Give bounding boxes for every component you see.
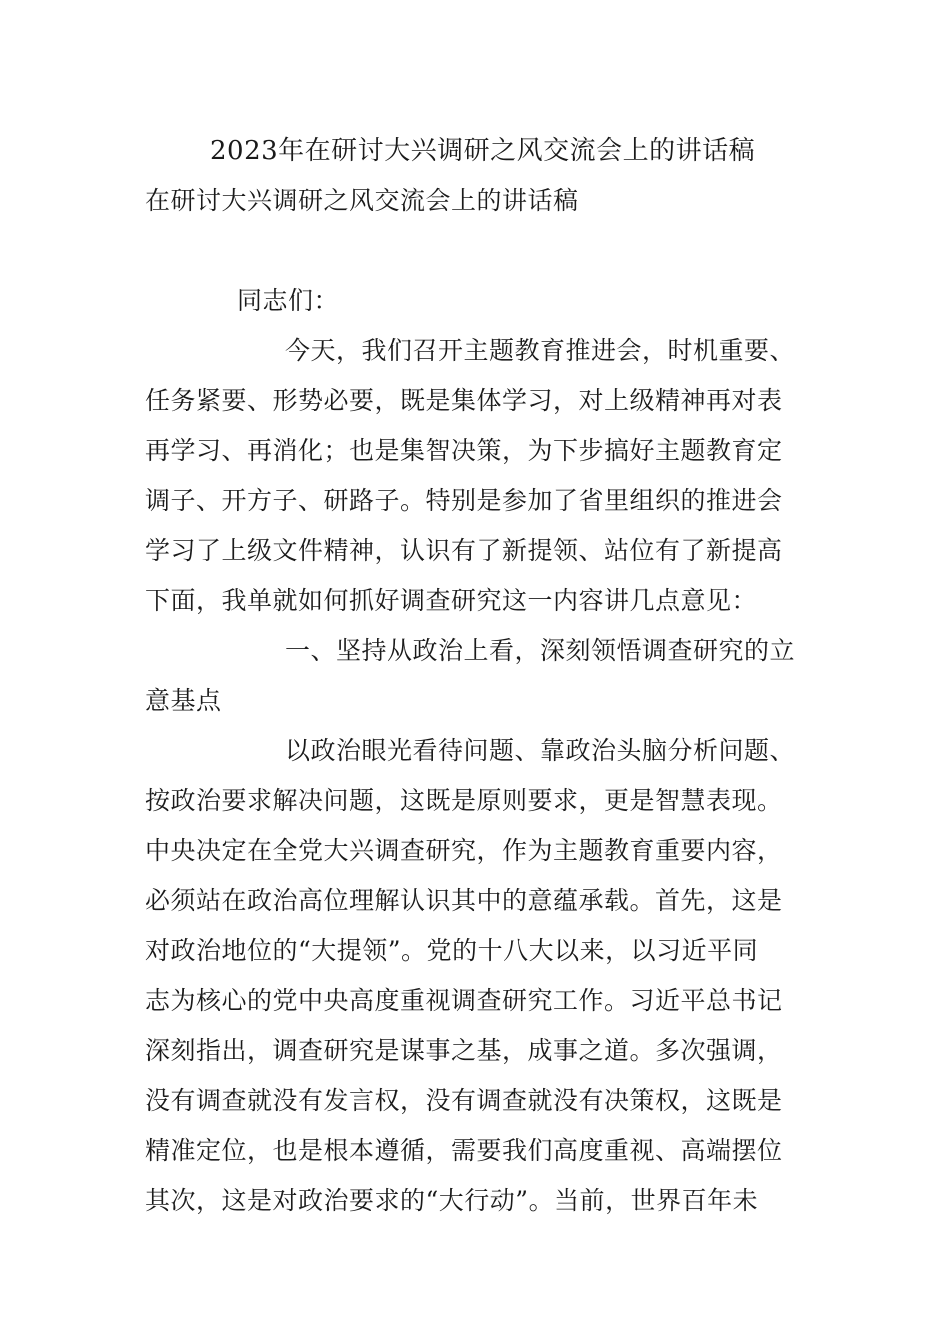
paragraph-line: 中央决定在全党大兴调查研究，作为主题教育重要内容， bbox=[145, 836, 783, 865]
paragraph-line: 再学习、再消化；也是集智决策，为下步搞好主题教育定 bbox=[145, 436, 783, 465]
paragraph-line: 任务紧要、形势必要，既是集体学习，对上级精神再对表 bbox=[145, 386, 783, 415]
paragraph-line: 学习了上级文件精神，认识有了新提领、站位有了新提高 bbox=[145, 536, 783, 565]
paragraph-line: 按政治要求解决问题，这既是原则要求，更是智慧表现。 bbox=[145, 786, 783, 815]
paragraph-line: 没有调查就没有发言权，没有调查就没有决策权，这既是 bbox=[145, 1086, 783, 1115]
paragraph-line: 其次，这是对政治要求的“大行动”。当前，世界百年未 bbox=[145, 1186, 759, 1215]
paragraph-line: 下面，我单就如何抓好调查研究这一内容讲几点意见： bbox=[145, 586, 758, 615]
section-heading: 一、坚持从政治上看，深刻领悟调查研究的立 bbox=[285, 636, 796, 665]
paragraph-line: 深刻指出，调查研究是谋事之基，成事之道。多次强调， bbox=[145, 1036, 783, 1065]
paragraph-line: 志为核心的党中央高度重视调查研究工作。习近平总书记 bbox=[145, 986, 783, 1015]
section-heading-continued: 意基点 bbox=[145, 686, 222, 715]
document-subtitle: 在研讨大兴调研之风交流会上的讲话稿 bbox=[145, 186, 579, 215]
paragraph-line: 调子、开方子、研路子。特别是参加了省里组织的推进会 bbox=[145, 486, 783, 515]
paragraph-line: 今天，我们召开主题教育推进会，时机重要、 bbox=[285, 336, 796, 365]
paragraph-line: 以政治眼光看待问题、靠政治头脑分析问题、 bbox=[285, 736, 796, 765]
salutation: 同志们： bbox=[237, 286, 340, 315]
paragraph-line: 精准定位，也是根本遵循，需要我们高度重视、高端摆位 bbox=[145, 1136, 783, 1165]
paragraph-line: 对政治地位的“大提领”。党的十八大以来，以习近平同 bbox=[145, 936, 759, 965]
paragraph-line: 必须站在政治高位理解认识其中的意蕴承载。首先，这是 bbox=[145, 886, 783, 915]
document-title: 2023年在研讨大兴调研之风交流会上的讲话稿 bbox=[210, 136, 756, 166]
